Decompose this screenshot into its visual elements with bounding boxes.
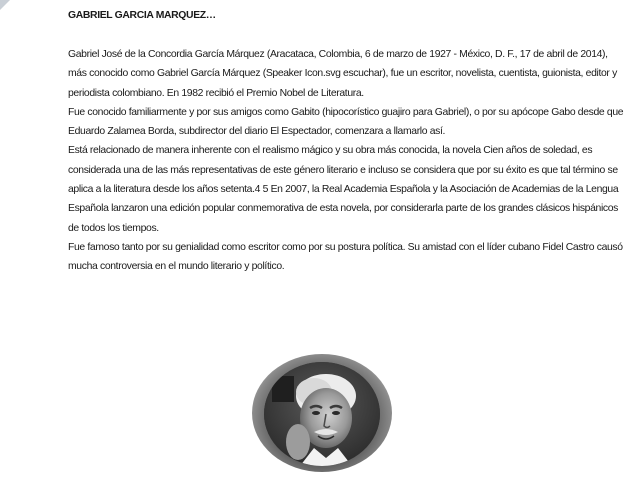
slide-content [68, 6, 628, 277]
paragraph-nickname: Fue conocido familiarmente y por sus amigos como Gabito (hipocorístico guajiro para Gabriel), o por su apócope Gabo desde que Eduardo Zalamea Borda, subdirector del diario El Espectador, comenzara a llamarlo así. [68, 106, 624, 138]
paragraph-biography: Gabriel José de la Concordia García Márquez (Aracataca, Colombia, 6 de marzo de 1927 - México, D. F., 17 de abril de 2014), más conocido como Gabriel García Márquez (Speaker Icon.svg escuchar), fue un escritor, novelista, cuentista, guionista, editor y periodista colombiano. En 1982 recibió el Premio Nobel de Literatura. [68, 49, 617, 99]
paragraph-politics: Fue famoso tanto por su genialidad como escritor como por su postura política. Su amistad con el líder cubano Fidel Castro causó mucha controversia en el mundo literario y político. [68, 241, 623, 273]
portrait-photo [264, 362, 380, 466]
corner-decoration [0, 0, 10, 10]
paragraph-magical-realism: Está relacionado de manera inherente con el realismo mágico y su obra más conocida, la novela Cien años de soledad, es considerada una de las más representativas de este género literario e incluso se considera que por su éxito es que tal término se aplica a la literatura desde los años setenta.4 5 En 2007, la Real Academia Española y la Asociación de Academias de la Lengua Española lanzaron una edición popular conmemorativa de esta novela, por considerarla parte de los grandes clásicos hispánicos de todos los tiempos. [68, 145, 619, 234]
slide-title: GABRIEL GARCIA MARQUEZ… [68, 10, 216, 21]
